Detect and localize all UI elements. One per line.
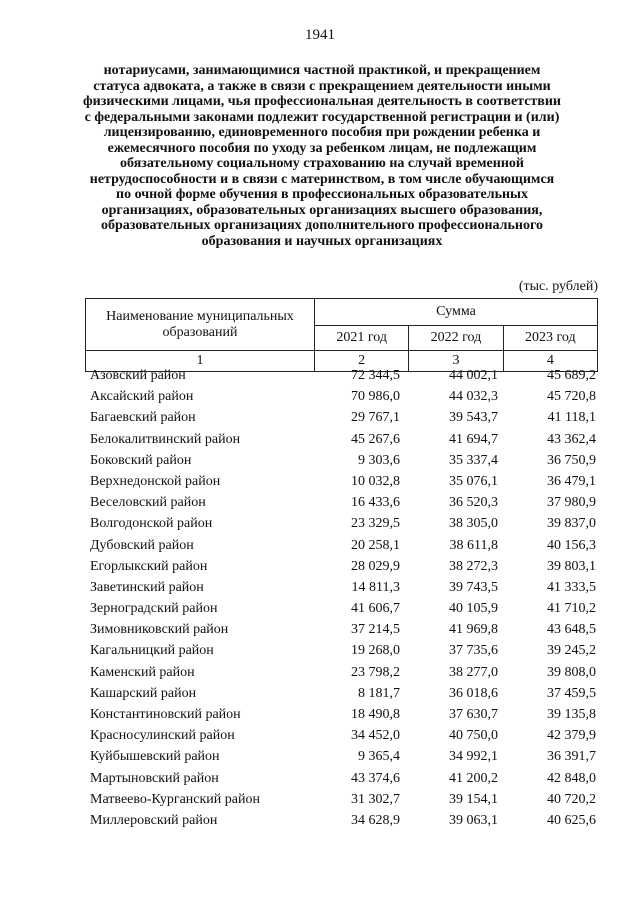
title-line: ежемесячного пособия по уходу за ребенком лицам, не подлежащим	[107, 140, 537, 156]
municipality-name: Мартыновский район	[90, 770, 219, 786]
table-row	[88, 474, 598, 495]
document-title	[72, 63, 572, 249]
table-row	[88, 792, 598, 813]
value-2023: 36 391,7	[547, 749, 596, 765]
municipality-name: Кашарский район	[90, 685, 197, 701]
table-row	[88, 559, 598, 580]
municipality-name: Егорлыкский район	[90, 558, 208, 574]
value-2022: 35 337,4	[449, 452, 498, 468]
value-2022: 38 272,3	[449, 558, 498, 574]
title-line: обязательному социальному страхованию на случай временной	[120, 156, 524, 171]
table-row	[88, 686, 598, 707]
municipality-name: Волгодонской район	[90, 516, 213, 532]
municipality-name: Зерноградский район	[90, 601, 218, 617]
value-2021: 19 268,0	[351, 643, 400, 659]
value-2021: 70 986,0	[351, 389, 400, 405]
value-2022: 39 543,7	[449, 410, 498, 426]
column-header-year-2022: 2022 год	[409, 326, 503, 351]
value-2022: 41 969,8	[449, 622, 498, 638]
value-2022: 41 200,2	[449, 770, 498, 786]
table-row	[88, 665, 598, 686]
municipality-name: Азовский район	[90, 368, 186, 383]
value-2022: 39 743,5	[449, 579, 498, 595]
value-2021: 23 798,2	[351, 664, 400, 680]
value-2021: 34 452,0	[351, 728, 400, 744]
municipality-name: Аксайский район	[90, 389, 194, 405]
value-2021: 31 302,7	[351, 791, 400, 807]
municipality-name: Багаевский район	[90, 410, 196, 426]
municipality-name: Каменский район	[90, 664, 195, 680]
title-line: образования и научных организациях	[201, 233, 443, 249]
value-2023: 43 362,4	[547, 431, 596, 447]
value-2023: 37 980,9	[547, 495, 596, 511]
value-2022: 35 076,1	[449, 473, 498, 489]
municipality-name: Кагальницкий район	[90, 643, 214, 659]
municipality-name: Константиновский район	[90, 707, 241, 722]
table-row	[88, 368, 598, 389]
value-2023: 41 710,2	[547, 601, 596, 617]
municipality-name: Дубовский район	[90, 537, 194, 553]
value-2023: 42 379,9	[547, 728, 596, 744]
municipality-name: Заветинский район	[90, 579, 204, 595]
municipality-name: Белокалитвинский район	[90, 431, 241, 447]
value-2023: 39 135,8	[547, 707, 596, 722]
value-2021: 9 303,6	[358, 452, 400, 468]
municipality-name: Матвеево-Курганский район	[90, 791, 260, 807]
value-2022: 39 063,1	[449, 812, 498, 828]
table-row	[88, 410, 598, 431]
column-header-sum: Сумма	[314, 299, 597, 326]
title-line: образовательных организациях дополнительного профессионального	[101, 218, 543, 233]
table-row	[88, 495, 598, 516]
municipality-name: Верхнедонской район	[90, 473, 221, 489]
table-row	[88, 813, 598, 834]
value-2021: 16 433,6	[351, 495, 400, 511]
value-2023: 41 333,5	[547, 579, 596, 595]
table-row	[88, 389, 598, 410]
value-2023: 42 848,0	[547, 770, 596, 786]
column-number: 1	[86, 351, 315, 372]
municipality-name: Миллеровский район	[90, 812, 218, 828]
value-2021: 72 344,5	[351, 368, 400, 383]
value-2021: 29 767,1	[351, 410, 400, 426]
value-2023: 37 459,5	[547, 685, 596, 701]
table-row	[88, 622, 598, 643]
value-2021: 18 490,8	[351, 707, 400, 722]
value-2021: 41 606,7	[351, 601, 400, 617]
table-row	[88, 643, 598, 664]
column-number: 3	[409, 351, 503, 372]
value-2023: 45 689,2	[547, 368, 596, 383]
column-number: 4	[503, 351, 597, 372]
value-2023: 43 648,5	[547, 622, 596, 638]
value-2022: 44 032,3	[449, 389, 498, 405]
title-line: с федеральными законами подлежит государственной регистрации и (или)	[84, 109, 560, 125]
value-2023: 39 837,0	[547, 516, 596, 532]
value-2021: 43 374,6	[351, 770, 400, 786]
value-2022: 38 277,0	[449, 664, 498, 680]
column-header-year-2021: 2021 год	[314, 326, 408, 351]
value-2022: 40 750,0	[449, 728, 498, 744]
column-number: 2	[314, 351, 408, 372]
title-line: по очной форме обучения в профессиональных образовательных	[116, 187, 528, 202]
municipality-name: Зимовниковский район	[90, 622, 229, 638]
value-2021: 20 258,1	[351, 537, 400, 553]
value-2022: 40 105,9	[449, 601, 498, 617]
table-row	[88, 749, 598, 770]
value-2023: 45 720,8	[547, 389, 596, 405]
table-body	[88, 368, 598, 834]
title-line: статуса адвоката, а также в связи с прекращением деятельности иными	[93, 78, 551, 94]
title-line: лицензированию, единовременного пособия при рождении ребенка и	[103, 125, 541, 140]
table-row	[88, 453, 598, 474]
value-2021: 9 365,4	[358, 749, 400, 765]
value-2022: 38 611,8	[449, 537, 498, 553]
table-row	[88, 432, 598, 453]
units-label: (тыс. рублей)	[518, 279, 598, 294]
column-header-name: Наименование муниципальных образований	[86, 299, 315, 351]
value-2022: 38 305,0	[449, 516, 498, 532]
value-2021: 10 032,8	[351, 473, 400, 489]
table-row	[88, 538, 598, 559]
table-row	[88, 771, 598, 792]
value-2021: 34 628,9	[351, 812, 400, 828]
value-2023: 39 803,1	[547, 558, 596, 574]
value-2021: 14 811,3	[351, 579, 400, 595]
value-2023: 36 750,9	[547, 452, 596, 468]
title-line: нотариусами, занимающимися частной практикой, и прекращением	[103, 63, 541, 78]
value-2022: 36 018,6	[449, 685, 498, 701]
value-2021: 23 329,5	[351, 516, 400, 532]
table-row	[88, 516, 598, 537]
municipality-name: Веселовский район	[90, 495, 206, 511]
title-line: нетрудоспособности и в связи с материнством, в том числе обучающимся	[89, 171, 555, 187]
value-2022: 39 154,1	[449, 791, 498, 807]
table-header	[85, 298, 598, 372]
municipality-name: Боковский район	[90, 452, 192, 468]
value-2023: 39 808,0	[547, 664, 596, 680]
value-2023: 40 625,6	[547, 812, 596, 828]
value-2022: 34 992,1	[449, 749, 498, 765]
municipality-name: Красносулинский район	[90, 728, 235, 744]
table-row	[88, 580, 598, 601]
value-2023: 41 118,1	[547, 410, 596, 426]
value-2023: 40 156,3	[547, 537, 596, 553]
municipality-name: Куйбышевский район	[90, 749, 220, 765]
column-header-year-2023: 2023 год	[503, 326, 597, 351]
value-2021: 8 181,7	[358, 685, 400, 701]
value-2022: 36 520,3	[449, 495, 498, 511]
value-2022: 37 735,6	[449, 643, 498, 659]
title-line: организациях, образовательных организациях высшего образования,	[101, 202, 543, 218]
table-row	[88, 601, 598, 622]
value-2021: 37 214,5	[351, 622, 400, 638]
value-2021: 45 267,6	[351, 431, 400, 447]
title-line: физическими лицами, чья профессиональная деятельность в соответствии	[83, 94, 561, 109]
value-2023: 39 245,2	[547, 643, 596, 659]
value-2022: 37 630,7	[449, 707, 498, 722]
table-row	[88, 728, 598, 749]
page-number: 1941	[305, 27, 335, 43]
table-row	[88, 707, 598, 728]
value-2023: 40 720,2	[547, 791, 596, 807]
value-2021: 28 029,9	[351, 558, 400, 574]
value-2022: 41 694,7	[449, 431, 498, 447]
value-2022: 44 002,1	[449, 368, 498, 383]
value-2023: 36 479,1	[547, 473, 596, 489]
